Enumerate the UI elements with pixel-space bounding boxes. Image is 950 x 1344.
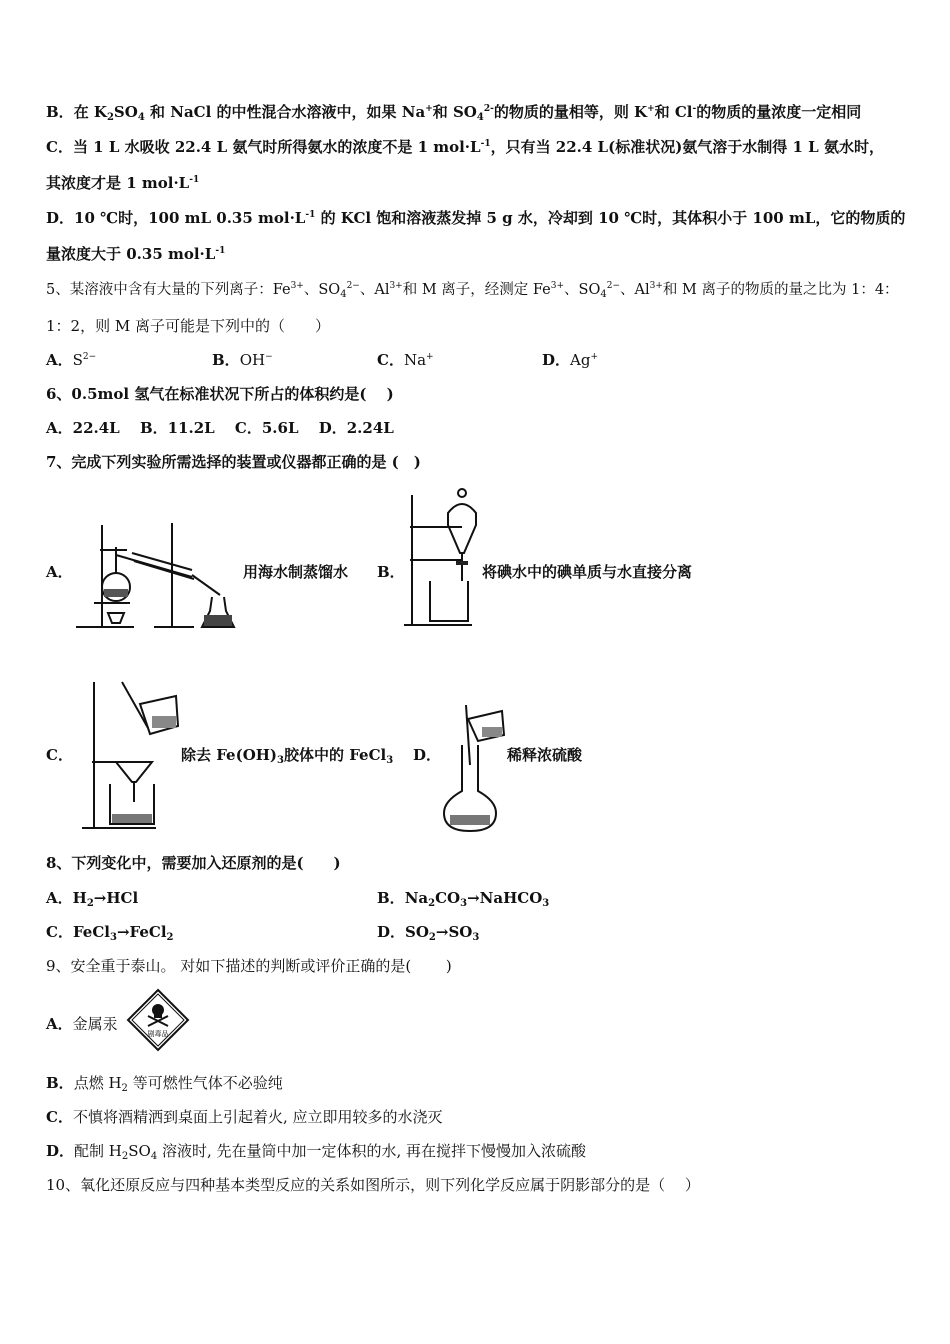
q5-option-b: B．OH− <box>212 351 273 369</box>
filtration-apparatus-figure <box>78 680 183 835</box>
q8-option-d: D．$SO_2\to SO_3$ <box>377 923 480 943</box>
q4-option-b: B．在 $K_2SO_4$ 和 NaCl 的中性混合水溶液中，如果 Na+和 $SO_4^{2-}$的物质的量相等，则 K+和 Cl-的物质的量浓度一定相同 <box>46 103 862 123</box>
distillation-apparatus-figure <box>72 515 242 635</box>
q5-stem: 5、某溶液中含有大量的下列离子：$Fe^{3+}$、$SO_4^{2-}$、$Al^{3+}$和 M 离子，经测定 $Fe^{3+}$、$SO_4^{2-}$、$Al^{3+}$和 M 离子的物质的量之比为 1：4： <box>46 281 899 300</box>
q8-option-c: C．FeCl$_3$→FeCl$_2$ <box>46 923 174 943</box>
q7-option-b-label: B． <box>377 563 405 581</box>
q5-option-a: A．$S^{2-}$ <box>46 351 97 369</box>
toxic-sign-text: 剧毒品 <box>147 1030 169 1038</box>
q9-stem: 9、安全重于泰山。 对如下描述的判断或评价正确的是( ) <box>46 957 452 975</box>
q7-option-a-label: A． <box>46 563 73 581</box>
q7-option-c-label: C． <box>46 746 73 764</box>
volumetric-flask-figure <box>440 705 510 835</box>
q6-stem: 6、0.5mol 氢气在标准状况下所占的体积约是( ) <box>46 385 394 403</box>
q4-option-d: D．10 ℃时，100 mL 0.35 $mol\cdot L^{-1}$ 的 KCl 饱和溶液蒸发掉 5 g 水，冷却到 10 ℃时，其体积小于 100 mL，它的物质的 <box>46 209 906 227</box>
q9-option-c: C．不慎将酒精洒到桌面上引起着火, 应立即用较多的水浇灭 <box>46 1108 443 1126</box>
q5-option-c: C．Na+ <box>377 351 434 369</box>
q4-option-c-cont: 其浓度才是 1 $mol\cdot L^{-1}$ <box>46 174 200 192</box>
toxic-warning-sign-icon <box>126 988 190 1052</box>
q8-option-a: A．$H_2\to HCl$ <box>46 889 139 909</box>
q8-option-b: B．$Na_2CO_3\to NaHCO_3$ <box>377 889 550 909</box>
q6-options: A．22.4L B．11.2L C．5.6L D．2.24L <box>46 419 394 437</box>
q7-option-d-text: 稀释浓硫酸 <box>507 746 583 764</box>
q4-option-d-cont: 量浓度大于 0.35 $mol\cdot L^{-1}$ <box>46 245 226 263</box>
q8-stem: 8、下列变化中，需要加入还原剂的是( ) <box>46 854 341 872</box>
q7-option-a-text: 用海水制蒸馏水 <box>243 563 349 581</box>
q7-option-b-text: 将碘水中的碘单质与水直接分离 <box>482 563 693 581</box>
q7-option-d-label: D． <box>413 746 442 764</box>
q9-option-b: B．点燃 $H_2$ 等可燃性气体不必验纯 <box>46 1074 283 1094</box>
q7-stem: 7、完成下列实验所需选择的装置或仪器都正确的是 ( ) <box>46 453 421 471</box>
separatory-funnel-figure <box>400 485 480 635</box>
q5-stem-cont: 1：2，则 M 离子可能是下列中的（ ） <box>46 317 330 335</box>
q4-option-c: C．当 1 L 水吸收 22.4 L 氨气时所得氨水的浓度不是 1 $mol\cdot L^{-1}$，只有当 22.4 L(标准状况)氨气溶于水制得 1 L 氨水时， <box>46 138 884 156</box>
q9-option-a: A．金属汞 <box>46 1015 118 1033</box>
q10-stem: 10、氧化还原反应与四种基本类型反应的关系如图所示，则下列化学反应属于阴影部分的是（ ） <box>46 1176 700 1194</box>
q7-option-c-text: 除去 $Fe(OH)_3$胶体中的 FeCl$_3$ <box>181 746 394 766</box>
q9-option-d: D．配制 $H_2SO_4$ 溶液时, 先在量筒中加一定体积的水, 再在搅拌下慢慢加入浓硫酸 <box>46 1142 587 1162</box>
q5-option-d: D．Ag+ <box>542 351 598 369</box>
